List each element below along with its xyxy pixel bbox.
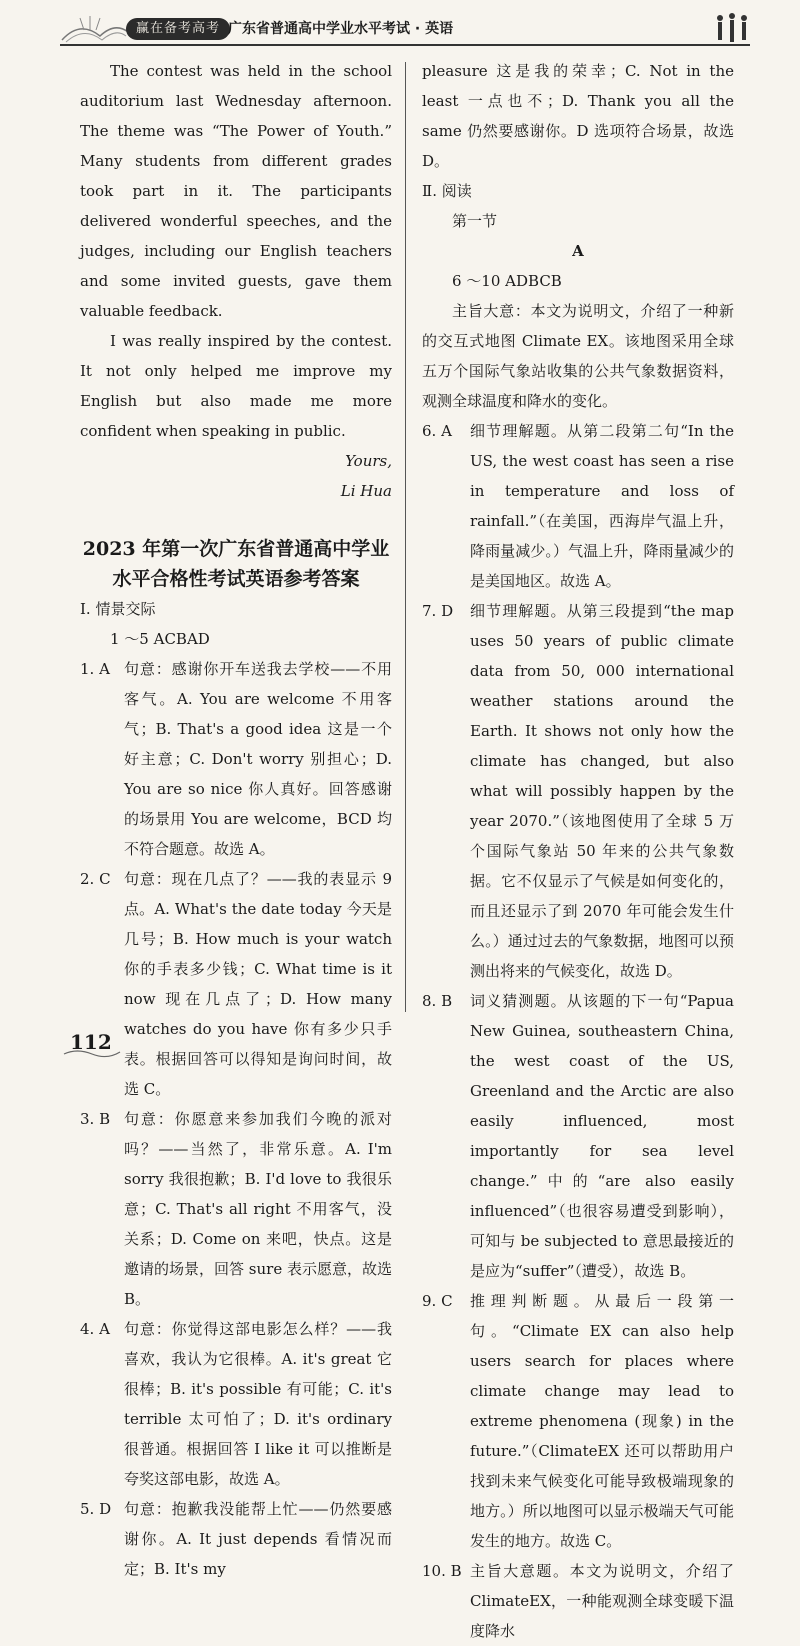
left-column xyxy=(80,56,392,1584)
answer-item xyxy=(80,1104,392,1314)
passage-summary: 主旨大意：本文为说明文，介绍了一种新的交互式地图 Climate EX。该地图采用全球五万个国际气象站收集的公共气象数据资料，观测全球温度和降水的变化。 xyxy=(422,302,734,410)
right-column xyxy=(422,56,734,1646)
header-title: 广东省普通高中学业水平考试 · 英语 xyxy=(228,21,454,37)
subsection-heading: 第一节 xyxy=(452,212,498,230)
item-number: 9. C xyxy=(422,1292,453,1310)
section-heading: Ⅰ. 情景交际 xyxy=(80,600,156,618)
answer-item xyxy=(422,596,734,986)
part-heading: A xyxy=(572,242,584,260)
header-rule xyxy=(60,44,750,46)
essay-paragraph: I was really inspired by the contest. It not only helped me improve my English but also made me more confident when speaking in public. xyxy=(80,332,392,440)
item-text: 句意：你愿意来参加我们今晚的派对吗？——当然了，非常乐意。A. I'm sorry 我很抱歉；B. I'd love to 我很乐意；C. That's all right 不用客气，没关系；D. Come on 来吧，快点。这是邀请的场景，回答 sure 表示愿意，故选 B。 xyxy=(124,1110,392,1308)
answer-item xyxy=(422,1556,734,1646)
item-number: 1. A xyxy=(80,660,110,678)
item-number: 6. A xyxy=(422,422,452,440)
item-number: 7. D xyxy=(422,602,454,620)
title-line: 水平合格性考试英语参考答案 xyxy=(112,568,360,590)
answer-summary: 1 ～5 ACBAD xyxy=(110,630,210,648)
item-text: 句意：抱歉我没能帮上忙——仍然要感谢你。A. It just depends 看情况而定；B. It's my xyxy=(124,1500,392,1578)
section-heading: Ⅱ. 阅读 xyxy=(422,182,472,200)
item-text: 句意：你觉得这部电影怎么样？——我喜欢，我认为它很棒。A. it's great 它很棒；B. it's possible 有可能；C. it's terrible 太可怕了；D. it's ordinary 很普通。根据回答 I like it 可以推断是夸奖这部电影，故选 A。 xyxy=(124,1320,392,1488)
item-number: 5. D xyxy=(80,1500,112,1518)
footer-ornament-icon xyxy=(62,1046,122,1060)
answer-item xyxy=(80,864,392,1104)
column-divider xyxy=(405,62,406,1012)
answer-item xyxy=(422,986,734,1286)
series-badge: 赢在备考高考 xyxy=(126,18,230,40)
sign-off: Yours, xyxy=(345,452,392,470)
item-continuation: pleasure 这是我的荣幸；C. Not in the least 一点也不；D. Thank you all the same 仍然要感谢你。D 选项符合场景，故选 D。 xyxy=(422,62,734,170)
answer-key-title xyxy=(80,534,392,594)
answer-item xyxy=(422,416,734,596)
page-number: 112 xyxy=(70,1030,112,1054)
item-text: 主旨大意题。本文为说明文，介绍了 ClimateEX，一种能观测全球变暖下温度降水 xyxy=(470,1562,734,1640)
running-header xyxy=(60,10,760,46)
signature-name: Li Hua xyxy=(340,482,392,500)
answer-summary: 6 ～10 ADBCB xyxy=(452,272,562,290)
item-text: 推理判断题。从最后一段第一句。“Climate EX can also help users search for places where climate change may lead to extreme phenomena (现象) in the future.”（ClimateEX 还可以帮助用户找到未来气候变化可能导致极端现象的地方。）所以地图可以显示极端天气可能发生的地方。故选 C。 xyxy=(470,1292,734,1550)
item-text: 句意：现在几点了？——我的表显示 9 点。A. What's the date today 今天是几号；B. How much is your watch 你的手表多少钱；C. What time is it now 现在几点了；D. How many watches do you have 你有多少只手表。根据回答可以得知是询问时间，故选 C。 xyxy=(124,870,392,1098)
item-number: 10. B xyxy=(422,1562,462,1580)
figures-ornament-icon xyxy=(712,12,752,46)
answer-item xyxy=(80,1494,392,1584)
answer-item xyxy=(80,1314,392,1494)
item-text: 细节理解题。从第二段第二句“In the US, the west coast has seen a rise in temperature and loss of rainfall.”（在美国，西海岸气温上升，降雨量减少。）气温上升，降雨量减少的是美国地区。故选 A。 xyxy=(470,422,734,590)
item-number: 4. A xyxy=(80,1320,110,1338)
item-number: 3. B xyxy=(80,1110,111,1128)
item-text: 词义猜测题。从该题的下一句“Papua New Guinea, southeastern China, the west coast of the US, Greenland and the Arctic are also easily influenced, most importantly for sea level change.”中的“are also easily influenced”（也很容易遭受到影响），可知与 be subjected to 意思最接近的是应为“suffer”（遭受），故选 B。 xyxy=(470,992,734,1280)
item-text: 句意：感谢你开车送我去学校——不用客气。A. You are welcome 不用客气；B. That's a good idea 这是一个好主意；C. Don't worry 别担心；D. You are so nice 你人真好。回答感谢的场景用 You are welcome，BCD 均不符合题意。故选 A。 xyxy=(124,660,392,858)
essay-paragraph: The contest was held in the school auditorium last Wednesday afternoon. The theme was “The Power of Youth.” Many students from different grades took part in it. The participants delivered wonderful speeches, and the judges, including our English teachers and some invited guests, gave them valuable feedback. xyxy=(80,62,392,320)
item-text: 细节理解题。从第三段提到“the map uses 50 years of public climate data from 50, 000 international weather stations around the Earth. It shows not only how the climate has changed, but also what will possibly happen by the year 2070.”（该地图使用了全球 5 万个国际气象站 50 年来的公共气象数据。它不仅显示了气候是如何变化的，而且还显示了到 2070 年可能会发生什么。）通过过去的气象数据，地图可以预测出将来的气候变化，故选 D。 xyxy=(470,602,734,980)
title-line: 2023 年第一次广东省普通高中学业 xyxy=(82,538,390,560)
answer-item xyxy=(80,654,392,864)
book-ornament-icon xyxy=(60,10,130,46)
item-number: 8. B xyxy=(422,992,453,1010)
item-number: 2. C xyxy=(80,870,111,888)
answer-item xyxy=(422,1286,734,1556)
